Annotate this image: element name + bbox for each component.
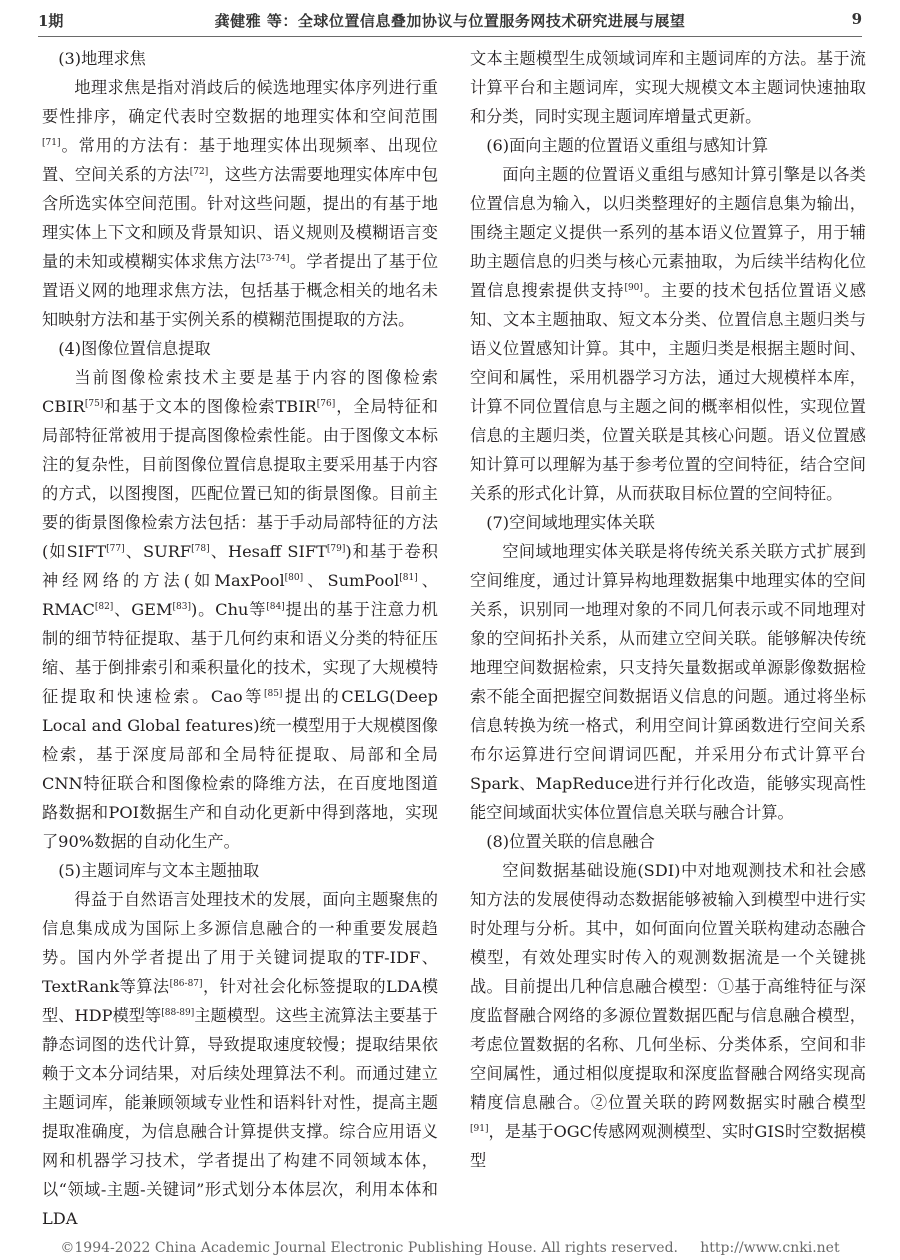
citation: [73-74] [256, 254, 290, 264]
paragraph-topic-extraction: 得益于自然语言处理技术的发展，面向主题聚焦的信息集成成为国际上多源信息融合的一种重要发展趋势。国内外学者提出了用于关键词提取的TF-IDF、TextRank等算法[86-87]，针对社会化标签提取的LDA模型、HDP模型等[88-89]主题模型。这些主流算法主要基于静态词图的迭代计算，导致提取速度较慢；提取结果依赖于文本分词结果，对后续处理算法不利。而通过建立主题词库，能兼顾领域专业性和语料针对性，提高主题提取准确度，为信息融合计算提供支撑。综合应用语义网和机器学习技术，学者提出了构建不同领域本体，以“领域-主题-关键词”形式划分本体层次，利用本体和LDA [42, 890, 439, 1228]
footer-url[interactable]: http://www.cnki.net [700, 1240, 840, 1256]
citation: [80] [284, 573, 304, 583]
citation: [76] [316, 399, 336, 409]
left-column [42, 44, 438, 1233]
paragraph-topic-extraction-continued: 文本主题模型生成领域词库和主题词库的方法。基于流计算平台和主题词库，实现大规模文本主题词快速抽取和分类，同时实现主题词库增量式更新。 [470, 49, 866, 126]
citation: [88-89] [161, 1008, 195, 1018]
citation: [82] [94, 602, 114, 612]
section-heading-semantic-reorganization: (6)面向主题的位置语义重组与感知计算 [486, 136, 769, 155]
citation: [85] [263, 689, 283, 699]
right-column [470, 44, 866, 1175]
paragraph-semantic-reorganization: 面向主题的位置语义重组与感知计算引擎是以各类位置信息为输入，以归类整理好的主题信息集为输出，围绕主题定义提供一系列的基本语义位置算子，用于辅助主题信息的归类与核心元素抽取，为后续半结构化位置信息搜索提供支持[90]。主要的技术包括位置语义感知、文本主题抽取、短文本分类、位置信息主题归类与语义位置感知计算。其中，主题归类是根据主题时间、空间和属性，采用机器学习方法，通过大规模样本库，计算不同位置信息与主题之间的概率相似性，实现位置信息的主题归类，位置关联是其核心问题。语义位置感知计算可以理解为基于参考位置的空间特征，结合空间关系的形式化计算，从而获取目标位置的空间特征。 [470, 165, 866, 503]
citation: [77] [106, 544, 125, 554]
section-heading-topic-extraction: (5)主题词库与文本主题抽取 [58, 861, 260, 880]
paragraph-info-fusion: 空间数据基础设施(SDI)中对地观测技术和社会感知方法的发展使得动态数据能够被输入到模型中进行实时处理与分析。其中，如何面向位置关联构建动态融合模型，有效处理实时传入的观测数据流是一个关键挑战。目前提出几种信息融合模型：①基于高维特征与深度监督融合网络的多源位置数据匹配与信息融合模型，考虑位置数据的名称、几何坐标、分类体系，空间和非空间属性，通过相似度提取和深度监督融合网络实现高精度信息融合。②位置关联的跨网数据实时融合模型[91]，是基于OGC传感网观测模型、实时GIS时空数据模型 [470, 861, 866, 1170]
paragraph-spatial-association: 空间域地理实体关联是将传统关系关联方式扩展到空间维度，通过计算异构地理数据集中地理实体的空间关系，识别同一地理对象的不同几何表示或不同地理对象的空间拓扑关系，从而建立空间关联。能够解决传统地理空间数据检索，只支持矢量数据或单源影像数据检索不能全面把握空间数据语义信息的问题。通过将坐标信息转换为统一格式，利用空间计算函数进行空间关系布尔运算进行空间谓词匹配，并采用分布式计算平台Spark、MapReduce进行并行化改造，能够实现高性能空间域面状实体位置信息关联与融合计算。 [470, 542, 866, 822]
citation: [78] [191, 544, 210, 554]
section-heading-info-fusion: (8)位置关联的信息融合 [486, 832, 655, 851]
paragraph-geo-focus: 地理求焦是指对消歧后的候选地理实体序列进行重要性排序，确定代表时空数据的地理实体和空间范围[71]。常用的方法有：基于地理实体出现频率、出现位置、空间关系的方法[72]，这些方法需要地理实体库中包含所选实体空间范围。针对这些问题，提出的有基于地理实体上下文和顾及背景知识、语义规则及模糊语言变量的未知或模糊实体求焦方法[73-74]。学者提出了基于位置语义网的地理求焦方法，包括基于概念相关的地名未知映射方法和基于实例关系的模糊范围提取的方法。 [42, 78, 439, 329]
citation: [72] [189, 167, 209, 177]
citation: [81] [399, 573, 418, 583]
issue-number: 1期 [38, 12, 64, 30]
citation: [75] [84, 399, 104, 409]
section-heading-spatial-association: (7)空间域地理实体关联 [486, 513, 655, 532]
citation: [79] [326, 544, 346, 554]
section-heading-image-location: (4)图像位置信息提取 [58, 339, 211, 358]
paragraph-image-location: 当前图像检索技术主要是基于内容的图像检索CBIR[75]和基于文本的图像检索TBIR[76]，全局特征和局部特征常被用于提高图像检索性能。由于图像文本标注的复杂性，目前图像位置信息提取主要采用基于内容的方式，以图搜图，匹配位置已知的街景图像。目前主要的街景图像检索方法包括：基于手动局部特征的方法(如SIFT[77]、SURF[78]、Hesaff SIFT[79])和基于卷积神经网络的方法(如MaxPool[80]、SumPool[81]、RMAC[82]、GEM[83])。Chu等[84]提出的基于注意力机制的细节特征提取、基于几何约束和语义分类的特征压缩、基于倒排索引和乘积量化的技术，实现了大规模特征提取和快速检索。Cao等[85]提出的CELG(Deep Local and Global features)统一模型用于大规模图像检索，基于深度局部和全局特征提取、局部和全局CNN特征联合和图像检索的降维方法，在百度地图道路数据和POI数据生产和自动化更新中得到落地，实现了90%数据的自动化生产。 [42, 368, 438, 851]
copyright-notice: ©1994-2022 China Academic Journal Electronic Publishing House. All rights reserved. [60, 1240, 678, 1256]
citation: [86-87] [169, 979, 203, 989]
citation: [83] [172, 602, 191, 612]
page-footer [0, 1240, 900, 1256]
section-heading-geo-focus: (3)地理求焦 [58, 49, 146, 68]
running-title: 龚健雅 等：全球位置信息叠加协议与位置服务网技术研究进展与展望 [214, 12, 686, 30]
citation: [84] [266, 602, 285, 612]
page-header [38, 6, 862, 37]
citation: [90] [624, 283, 643, 293]
citation: [91] [470, 1124, 489, 1134]
page-number: 9 [851, 10, 862, 28]
citation: [71] [42, 138, 61, 148]
